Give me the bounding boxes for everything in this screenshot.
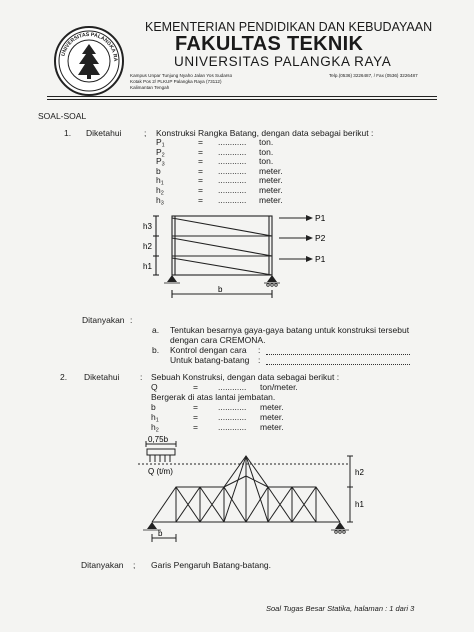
q1-item-b-blank-1 [266,347,410,355]
q1-item-b-colon-1: : [258,345,261,355]
data-row-equals: = [193,422,198,432]
data-row-equals: = [198,156,203,167]
data-row-subscript: 2 [155,427,159,434]
data-row-symbol: P [156,137,162,147]
q2-colon: : [140,372,143,382]
q2-asked-label: Ditanyakan [81,560,124,570]
q1-intro: Konstruksi Rangka Batang, dengan data sebagai berikut : [156,128,374,138]
data-row-subscript: 1 [161,142,165,149]
data-row-symbol: h [156,175,161,186]
q2-number: 2. [60,372,68,382]
phone-fax: Telp.(0536) 3226487, / Fax (0536) 3226487 [329,73,418,78]
data-row-blank: ............ [218,422,247,432]
q2-intro: Sebuah Konstruksi, dengan data sebagai berikut : [151,372,340,382]
q2-load-blank: ............ [218,382,247,392]
data-row-unit: meter. [260,402,284,412]
q1-fig-label-h1: h1 [143,262,152,271]
data-row-symbol: h [151,412,156,422]
data-row-equals: = [198,146,203,157]
q2-load-equals: = [193,382,198,392]
page-footer: Soal Tugas Besar Statika, halaman : 1 dari 3 [266,604,415,613]
q1-item-b-text-1: Kontrol dengan cara [170,345,247,355]
data-row-symbol: b [151,402,156,412]
data-row-equals: = [193,402,198,412]
data-row-symbol: h [156,185,161,195]
data-row-equals: = [193,412,198,422]
q2-floor-text: Bergerak di atas lantai jembatan. [151,392,276,402]
address-line-1: Kampus Unpar Tunjung Nyaho Jalan Yos Sudarso [130,73,233,78]
data-row-unit: meter. [259,175,283,186]
university-logo [54,26,124,96]
data-row-unit: ton. [259,156,274,167]
q1-fig-label-p1-top: P1 [315,213,326,223]
data-row-symbol: h [151,422,156,432]
data-row-symbol: b [156,165,161,176]
data-row-equals: = [198,175,203,186]
q1-item-b-blank-2 [266,357,410,365]
data-row-blank: ............ [218,146,247,157]
university-name: UNIVERSITAS PALANGKA RAYA [174,54,392,69]
data-row-symbol-group [156,195,164,207]
data-row-unit: meter. [259,194,283,205]
q2-truss-figure [128,434,378,548]
q1-item-b-text-2: Untuk batang-batang [170,355,250,365]
data-row-blank: ............ [218,185,247,195]
q2-fig-load-width: 0,75b [148,435,169,444]
q2-load-symbol: Q [151,382,158,392]
q1-asked-colon: : [130,315,133,325]
data-row-unit: meter. [260,422,284,432]
data-row-unit: meter. [259,165,283,176]
data-row-symbol: P [156,146,162,157]
logo-text: UNIVERSITAS PALANGKA RA [60,31,119,62]
header-rule-bottom [47,99,437,100]
data-row-blank: ............ [218,165,247,176]
q1-fig-label-h3: h3 [143,222,152,231]
q1-item-a-text-2: dengan cara CREMONA. [170,335,266,345]
data-row-subscript: 1 [160,180,164,187]
q2-fig-label-h1: h1 [355,500,364,509]
data-row-subscript: 3 [161,161,165,168]
data-row-subscript: 2 [160,190,164,197]
data-row-equals: = [198,194,203,205]
data-row-subscript: 3 [160,200,164,207]
q2-fig-label-h2: h2 [355,468,364,477]
header-rule-top [47,96,437,97]
data-row-blank: ............ [218,137,247,147]
q1-item-a-label: a. [152,325,160,335]
data-row-blank: ............ [218,175,247,186]
q1-colon: ; [144,128,147,138]
section-title: SOAL-SOAL [38,111,87,121]
q1-number: 1. [64,128,72,138]
q2-asked-text: Garis Pengaruh Batang-batang. [151,560,272,570]
data-row-blank: ............ [218,156,247,167]
data-row-unit: meter. [259,185,283,195]
data-row-blank: ............ [218,194,247,205]
data-row-unit: ton. [259,137,274,147]
q1-fig-label-p2: P2 [315,233,326,243]
data-row-equals: = [198,185,203,195]
q1-item-a-text-1: Tentukan besarnya gaya-gaya batang untuk konstruksi tersebut [170,325,410,335]
data-row-unit: meter. [260,412,284,422]
data-row-subscript: 1 [155,417,159,424]
q2-asked-colon: ; [133,560,136,570]
q1-fig-label-h2: h2 [143,242,152,251]
address-line-2: Kotak Pos 2/ PLKUP Palangka Raya (73112) [130,79,222,84]
q1-truss-figure [138,206,338,300]
data-row-blank: ............ [218,412,247,422]
data-row-symbol: P [156,156,162,167]
q2-fig-load-label: Q (t/m) [148,467,173,476]
data-row-unit: ton. [259,146,274,157]
data-row-symbol: h [156,194,161,205]
q2-fig-label-b: b [158,529,163,538]
q1-fig-label-p1-bottom: P1 [315,254,326,264]
q1-fig-label-b: b [218,285,223,294]
data-row-blank: ............ [218,402,247,412]
faculty-name: FAKULTAS TEKNIK [175,33,364,55]
data-row-equals: = [198,165,203,176]
q1-asked-label: Ditanyakan [82,315,125,325]
ministry-name: KEMENTERIAN PENDIDIKAN DAN KEBUDAYAAN [145,20,433,34]
address-line-3: Kalimantan Tengah [130,85,170,90]
q2-known-label: Diketahui [84,372,120,382]
data-row-subscript: 2 [161,152,165,159]
q1-known-label: Diketahui [86,128,122,138]
q1-item-b-label: b. [152,345,160,355]
data-row-symbol-group [151,422,159,434]
data-row-equals: = [198,137,203,147]
q2-load-unit: ton/meter. [260,382,298,392]
q1-item-b-colon-2: : [258,355,261,365]
